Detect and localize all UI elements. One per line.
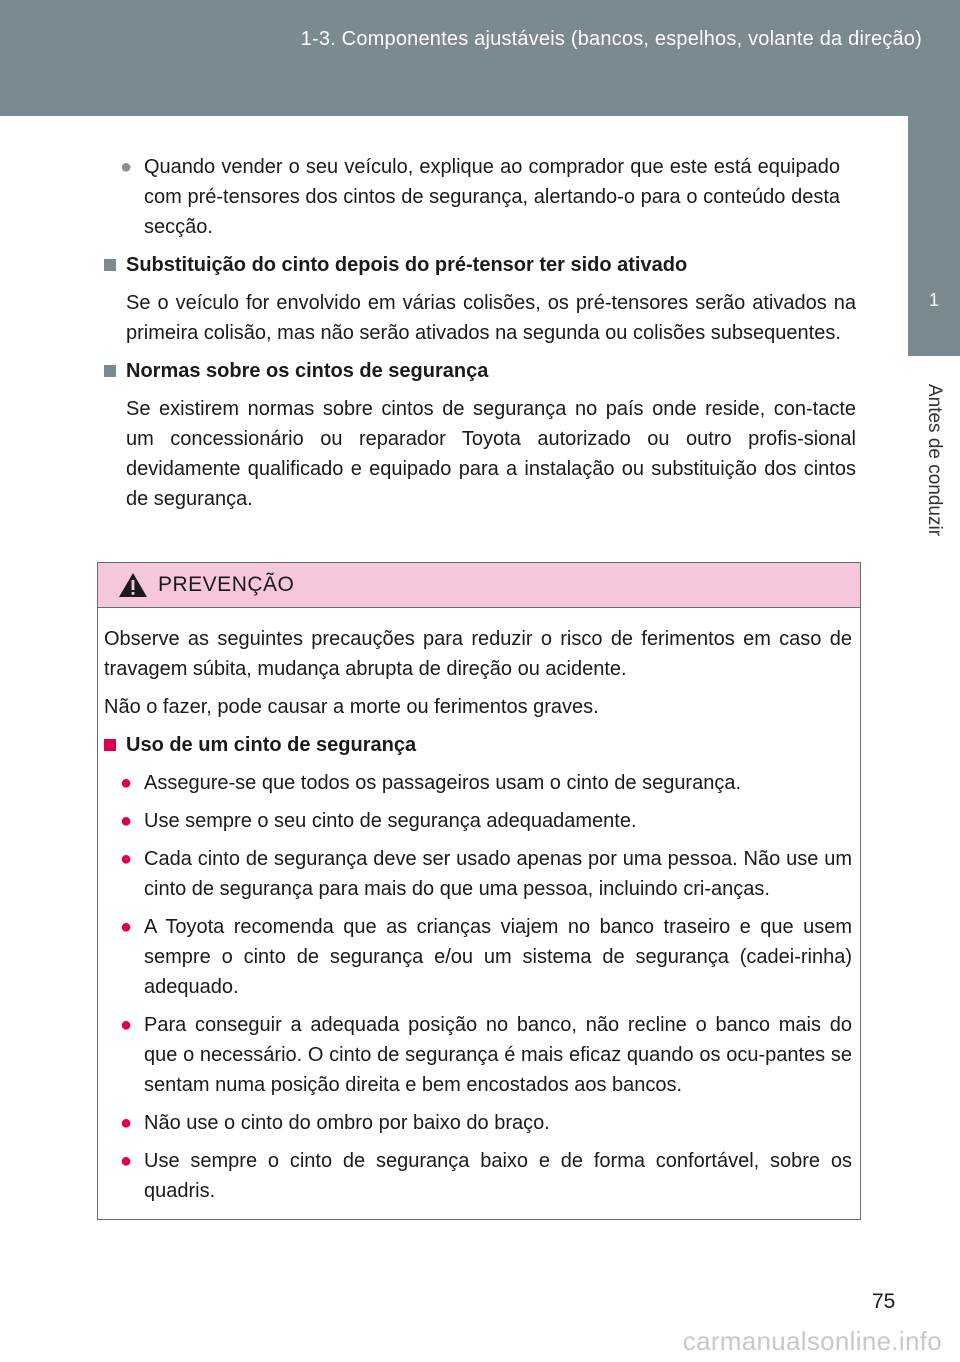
side-tab-number: 1: [928, 290, 939, 310]
bullet-dot-icon: ●: [120, 772, 133, 794]
warning-bullet-text: Para conseguir a adequada posição no banco, não recline o banco mais do que o necessário. O cinto de segurança é mais eficaz quando os ocu-pantes se sentam numa posição direita e bem encostados aos bancos.: [144, 1014, 852, 1096]
section-heading: [104, 356, 856, 386]
warning-triangle-icon: [118, 572, 148, 598]
warning-bullet: [120, 1108, 852, 1138]
warning-bullet-text: Use sempre o seu cinto de segurança adequadamente.: [144, 810, 637, 832]
section-paragraph: Se existirem normas sobre cintos de segurança no país onde reside, con-tacte um concessionário ou reparador Toyota autorizado ou outro profis-sional devidamente qualificado e equipado para a instalação ou substituição dos cintos de segurança.: [126, 398, 856, 510]
warning-bullet-text: Não use o cinto do ombro por baixo do braço.: [144, 1112, 550, 1134]
bullet-dot-icon: ●: [120, 848, 133, 870]
section-body: [104, 288, 856, 348]
bullet-item: [120, 152, 840, 242]
warning-bullet: [120, 768, 852, 798]
chapter-title: 1-3. Componentes ajustáveis (bancos, espelhos, volante da direção): [300, 28, 922, 50]
bullet-text: Quando vender o seu veículo, explique ao comprador que este está equipado com pré-tensores dos cintos de segurança, alertando-o para o conteúdo desta secção.: [144, 156, 840, 238]
square-bullet-icon: [104, 739, 116, 751]
section-heading-text: Normas sobre os cintos de segurança: [126, 360, 489, 382]
warning-intro: Observe as seguintes precauções para reduzir o risco de ferimentos em caso de travagem súbita, mudança abrupta de direção ou acidente.: [104, 628, 852, 680]
warning-title: PREVENÇÃO: [158, 573, 295, 596]
section-heading: [104, 250, 856, 280]
side-tab: [908, 116, 960, 356]
warning-section-text: Uso de um cinto de segurança: [126, 734, 417, 756]
warning-bullet-text: A Toyota recomenda que as crianças viajem no banco traseiro e que usem sempre o cinto de segurança e/ou um sistema de segurança (cadei-rinha) adequado.: [144, 916, 852, 998]
warning-body: [98, 608, 860, 1206]
warning-box: [97, 562, 861, 1220]
header-bar: [0, 0, 960, 116]
warning-bullet-text: Cada cinto de segurança deve ser usado apenas por uma pessoa. Não use um cinto de segurança para mais do que uma pessoa, incluindo cri-anças.: [144, 848, 852, 900]
bullet-dot-icon: ●: [120, 916, 133, 938]
page-number: 75: [872, 1290, 896, 1313]
main-content: [104, 152, 856, 522]
bullet-dot-icon: ●: [120, 1014, 133, 1036]
warning-intro: Não o fazer, pode causar a morte ou ferimentos graves.: [104, 696, 599, 718]
square-bullet-icon: [104, 365, 116, 377]
section-paragraph: Se o veículo for envolvido em várias colisões, os pré-tensores serão ativados na primeira colisão, mas não serão ativados na segunda ou colisões subsequentes.: [126, 292, 856, 344]
side-tab-label: Antes de conduzir: [924, 383, 945, 537]
bullet-dot-icon: ●: [120, 156, 133, 178]
warning-bullet: [120, 1010, 852, 1100]
warning-bullet: [120, 912, 852, 1002]
warning-header: [98, 563, 860, 608]
watermark: carmanualsonline.info: [682, 1326, 942, 1356]
warning-bullet: [120, 844, 852, 904]
bullet-dot-icon: ●: [120, 1150, 133, 1172]
bullet-dot-icon: ●: [120, 810, 133, 832]
warning-bullet: [120, 1146, 852, 1206]
warning-bullet: [120, 806, 852, 836]
section-body: [104, 394, 856, 514]
warning-section-heading: [104, 730, 852, 760]
bullet-dot-icon: ●: [120, 1112, 133, 1134]
section-heading-text: Substituição do cinto depois do pré-tensor ter sido ativado: [126, 254, 688, 276]
warning-bullet-text: Use sempre o cinto de segurança baixo e de forma confortável, sobre os quadris.: [144, 1150, 852, 1202]
square-bullet-icon: [104, 259, 116, 271]
warning-bullet-text: Assegure-se que todos os passageiros usam o cinto de segurança.: [144, 772, 742, 794]
